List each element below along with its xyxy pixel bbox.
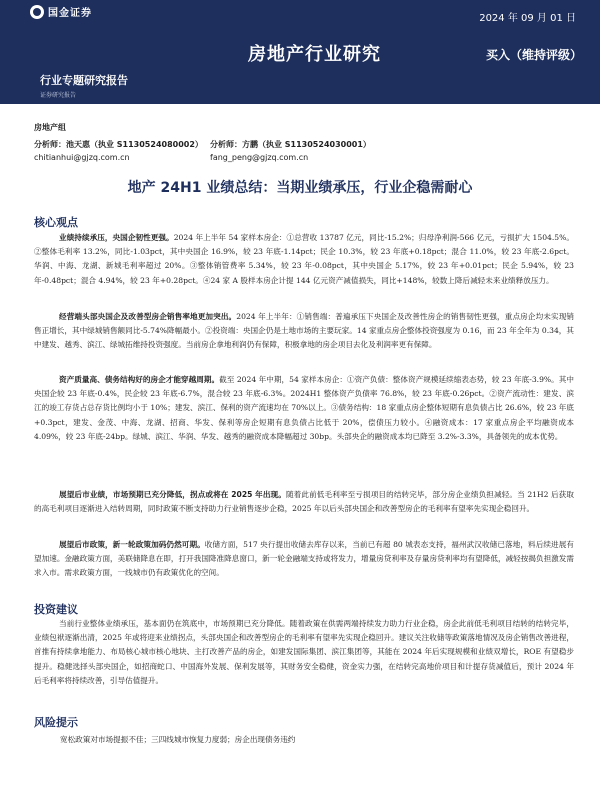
paragraph-lead: 业绩持续承压，央国企韧性更强。 [59, 233, 174, 242]
paragraph-body: 随着此前低毛利率至亏损项目的结转完毕，部分房企业绩负担减轻。当 21H2 后获取的高毛利项目逐渐进入结转周期，同时政策不断支持助力行业销售逐步企稳，2025 年以后头部央国企和改善型房企的毛利率有望率先实现企稳回升。 [34, 490, 574, 514]
paragraph-investment [34, 617, 574, 688]
paragraph-body: 2024 年上半年 54 家样本房企：①总营收 13787 亿元，同比-15.2%；归母净利润-566 亿元，亏损扩大 1504.5%。②整体毛利率 13.2%，同比-1.03pct，其中央国企 16.9%，较 23 年底-1.14pct；民企 10.3%，较 23 年底+0.18pct；混合 11.0%，较 23 年底-2.6pct。华润、中海、龙湖、新城毛利率超过 20%。③整体销管费率 5.34%，较 23 年-0.08pct，其中央国企 5.17%，较 23 年+0.01pct；民企 5.94%，较 23 年-0.48pct；混合 4.94%，较 23 年+0.28pct。④24 家 A 股样本房企计提 144 亿元资产减值损失，同比+148%，较数上降后减轻未来业绩释放压力。 [34, 233, 574, 285]
section-core-views: 核心观点 [34, 216, 78, 229]
rating-badge: 买入（维持评级） [485, 48, 582, 62]
header-banner [0, 0, 600, 104]
paragraph-operations [34, 310, 574, 353]
company-logo [30, 4, 92, 19]
paragraph-body: 收储方面，517 央行提出收储去库存以来，当前已有超 80 城表态支持，福州武汉收储已落地，料后续进展有望加速。金融政策方面，美联储降息在即，打开我国降准降息窗口，新一轮金融端支持或将发力，增量房贷利率及存量房贷利率均有望降低，减轻按揭负担激发需求入市。需求政策方面，一线城市仍有政策优化的空间。 [34, 540, 574, 578]
report-date: 2024 年 09 月 01 日 [479, 13, 576, 24]
paragraph-outlook-policy [34, 538, 574, 581]
logo-text: 国金证券 [48, 8, 92, 19]
paragraph-lead: 经营端头部央国企及改善型房企销售率地更加突出。 [59, 312, 237, 321]
sector-label: 房地产组 [34, 123, 66, 132]
paragraph-lead: 展望后市业绩，市场预期已充分降低，拐点或将在 2025 年出现。 [59, 490, 286, 499]
section-investment-advice: 投资建议 [34, 603, 78, 616]
analyst-2-email[interactable]: fang_peng@gjzq.com.cn [210, 153, 309, 162]
analyst-1-name: 分析师：池天惠（执业 S1130524080002） [34, 140, 203, 149]
document-type: 行业专题研究报告 [40, 74, 128, 87]
report-title: 房地产行业研究 [248, 44, 381, 65]
analyst-2-name: 分析师：方鹏（执业 S1130524030001） [210, 140, 371, 149]
paragraph-lead: 展望后市政策，新一轮政策加码仍然可期。 [59, 540, 205, 549]
logo-icon [30, 5, 44, 19]
analyst-1 [34, 138, 203, 164]
paragraph-assets [34, 373, 574, 444]
report-headline: 地产 24H1 业绩总结：当期业绩承压，行业企稳需耐心 [127, 180, 473, 196]
section-risk: 风险提示 [34, 716, 78, 729]
analyst-1-email[interactable]: chitianhui@gjzq.com.cn [34, 153, 130, 162]
paragraph-body: 当前行业整体业绩承压，基本面仍在筑底中，市场预期已充分降低。随着政策在供需两端持续发力助力行业企稳，房企此前低毛利项目结转的结转完毕，业绩包袱逐渐出清，2025 年或将迎来业绩拐点，头部央国企和改善型房企的毛利率有望率先实现企稳回升。建议关注收储等政策落地情况及房企销售改善进程，首推有持续拿地能力、布局核心城市核心地块、主打改善产品的房企，如建发国际集团、滨江集团等，其能在 2024 年后实现规模和业绩双增长，ROE 有望稳步提升。稳健选择头部央国企，如招商蛇口、中国海外发展、保利发展等，其财务安全稳健，资金实力强，在结转完高地价项目和计提存货减值后，预计 2024 年后毛利率将持续改善，引导估值提升。 [34, 619, 574, 685]
paragraph-lead: 资产质量高、债务结构好的房企才能穿越周期。 [59, 375, 220, 384]
paragraph-body: 2024 年上半年：①销售端：普遍承压下央国企及改善性房企的销售韧性更强，重点房企均未实现销售正增长，其中绿城销售额同比-5.74%降幅最小。②投资端：央国企仍是土地市场的主要玩家。14 家重点房企整体投资强度为 0.16，而 23 年全年为 0.34，其中建发、越秀、滨江、绿城拓维持投资强度。当前房企拿地利润仍有保障，积极拿地的房企项目去化及利润率更有保障。 [34, 312, 574, 350]
document-subtype: 证券研究报告 [40, 92, 77, 99]
analyst-2 [210, 138, 371, 164]
risk-text: 宽松政策对市场提振不佳；三四线城市恢复力度弱；房企出现债务违约 [60, 735, 296, 744]
paragraph-outlook-performance [34, 488, 574, 516]
paragraph-performance [34, 231, 574, 288]
paragraph-body: 截至 2024 年中期，54 家样本房企：①资产负债：整体资产规模延续缩表态势，较 23 年底-3.9%。其中央国企较 23 年底-0.4%，民企较 23 年底-6.7%，混合较 23 年底-6.3%。2024H1 整体资产负债率 76.8%，较 23 年底-0.26pct。②资产流动性：建发、滨江的竣工存货占总存货比例均小于 10%；建发、滨江、保利的资产流速均在 70%以上。③债务结构：18 家重点房企整体短期有息负债占比 26.6%，较 23 年底+0.3pct，建发、金茂、中海、龙湖、招商、华发、保利等房企短期有息负债占比低于 20%，偿债压力较小。④融资成本：17 家重点房企平均融资成本 4.09%，较 23 年底-24bp。绿城、滨江、华润、华发、越秀的融资成本降幅超过 30bp。头部央企的融资成本均已降至 3.2%-3.3%，具备领先的成本优势。 [34, 375, 575, 441]
